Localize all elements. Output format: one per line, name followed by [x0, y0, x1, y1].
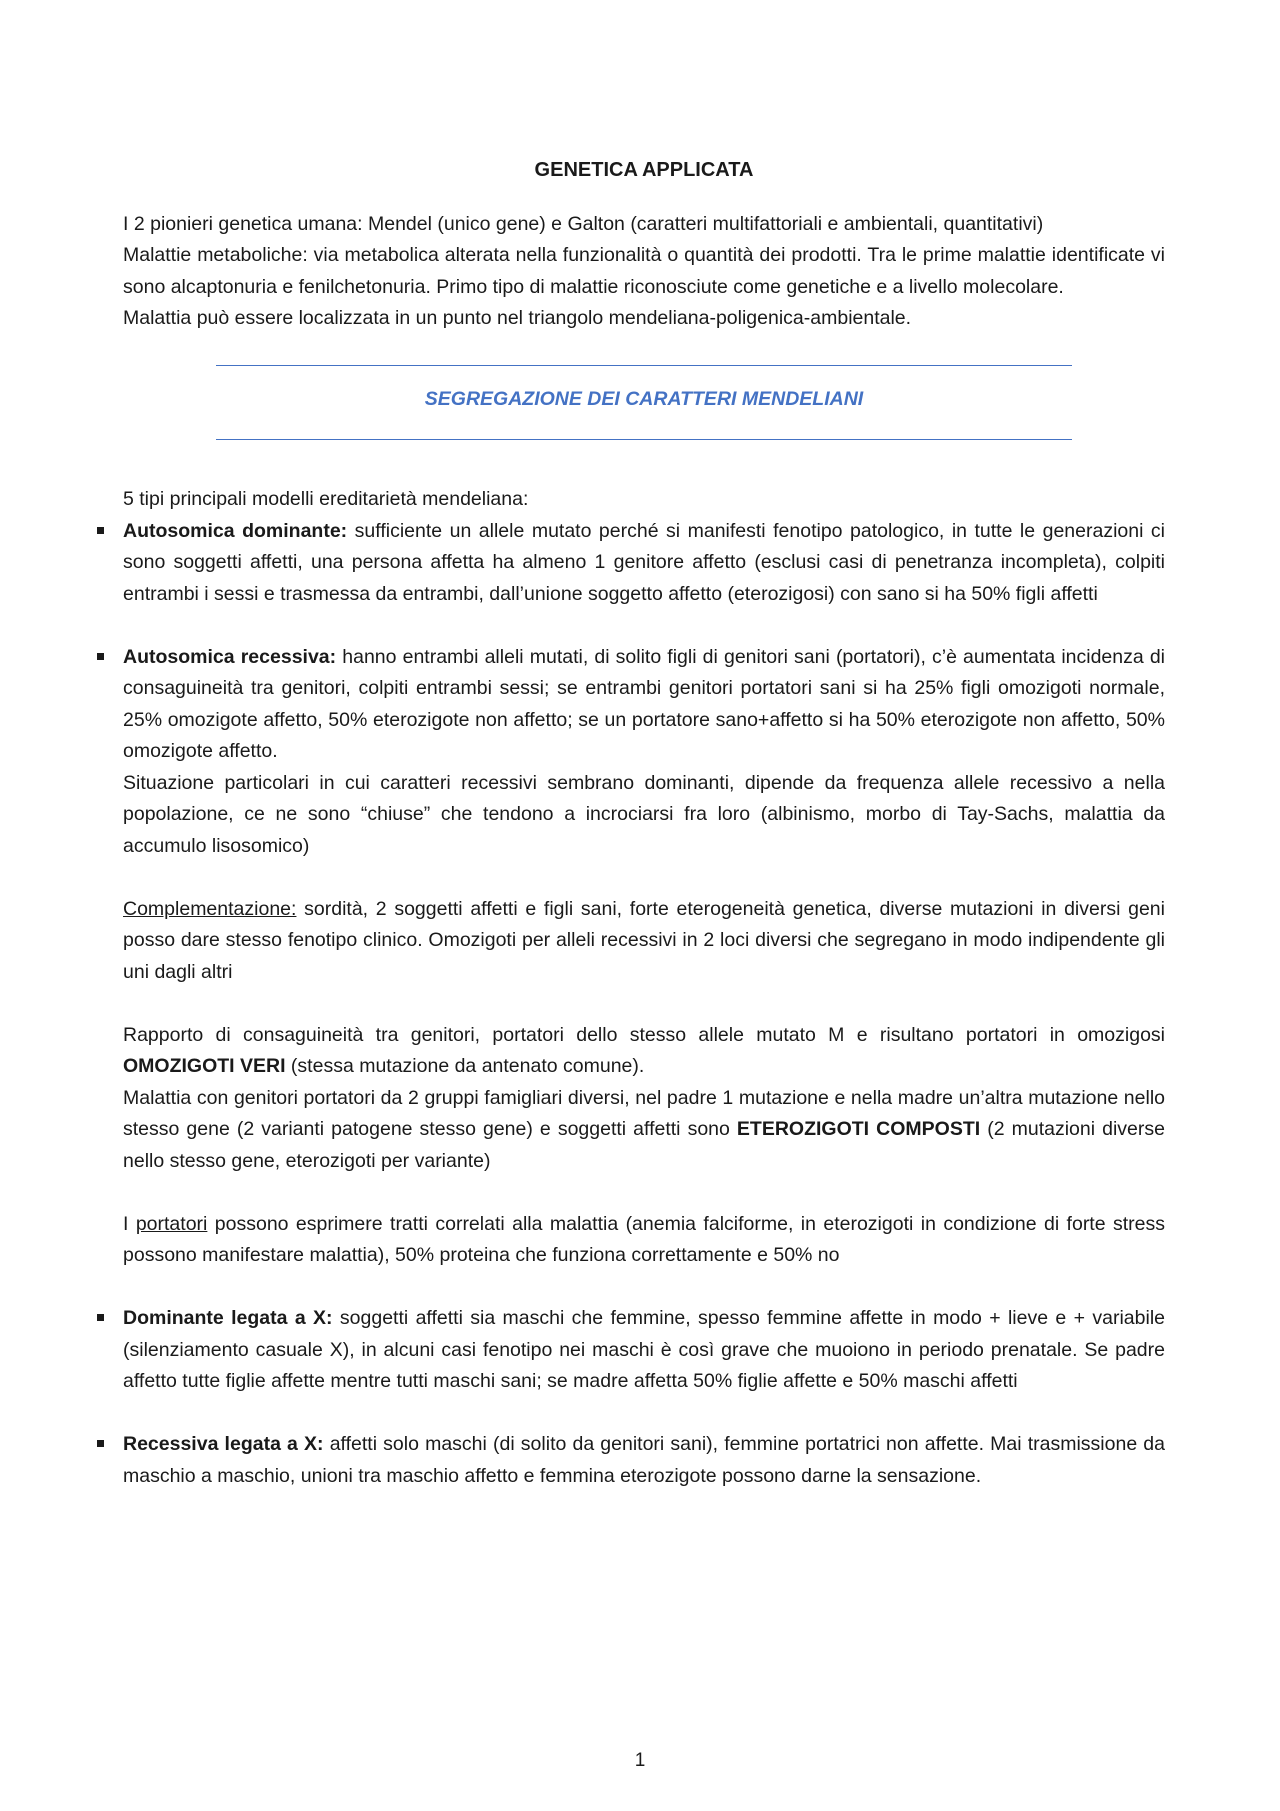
bullet-dominante-x	[123, 1303, 1165, 1398]
intro-paragraph-triangle: Malattia può essere localizzata in un punto nel triangolo mendeliana-poligenica-ambientale.	[123, 307, 912, 329]
section-rule-top	[216, 365, 1072, 366]
bullet-label: Dominante legata a X:	[123, 1307, 333, 1329]
complementazione-paragraph	[123, 894, 1165, 989]
square-bullet-icon	[97, 1440, 104, 1447]
bullet-recessiva-x	[123, 1429, 1165, 1492]
eterozigoti-composti-term: ETEROZIGOTI COMPOSTI	[736, 1118, 981, 1140]
eterozigoti-text: Malattia con genitori portatori da 2 gruppi famigliari diversi, nel padre 1 mutazione e nella madre un’altra mutazione nello stesso gene (2 varianti patogene stesso gene) e soggetti affetti sono	[123, 1086, 1165, 1140]
intro-paragraph-pioneers: I 2 pionieri genetica umana: Mendel (unico gene) e Galton (caratteri multifattoriali e ambientali, quantitativi)	[123, 212, 1044, 235]
bullet-text: hanno entrambi alleli mutati, di solito figli di genitori sani (portatori), c’è aumentata incidenza di consaguineità tra genitori, colpiti entrambi sessi; se entrambi genitori portatori sani si ha 25% figli omozigoti normale, 25% omozigote affetto, 50% eterozigote non affetto; se un portatore sano+affetto si ha 50% eterozigote non affetto, 50% omozigote affetto.	[123, 645, 1166, 762]
bullet-label: Autosomica recessiva:	[123, 645, 337, 668]
intro-paragraph-metabolic: Malattie metaboliche: via metabolica alterata nella funzionalità o quantità dei prodotti. Tra le prime malattie identificate vi sono alcaptonuria e fenilchetonuria. Primo tipo di malattie riconosciute come genetiche e a livello molecolare.	[123, 244, 1165, 298]
section-rule-bottom	[216, 439, 1072, 440]
bullet-text: soggetti affetti sia maschi che femmine, spesso femmine affette in modo + lieve e + variabile (silenziamento casuale X), in alcuni casi fenotipo nei maschi è così grave che muoiono in periodo prenatale. Se padre affetto tutte figlie affette mentre tutti maschi sani; se madre affetta 50% figlie affette e 50% maschi affetti	[123, 1307, 1165, 1392]
document-title: GENETICA APPLICATA	[534, 159, 754, 181]
eterozigoti-text-end: (2 mutazioni diverse nello stesso gene, eterozigoti per variante)	[123, 1118, 1165, 1172]
consanguineita-paragraph	[123, 1020, 1165, 1083]
bullet-text: affetti solo maschi (di solito da genitori sani), femmine portatrici non affette. Mai trasmissione da maschio a maschio, unioni tra maschio affetto e femmina eterozigote possono darne la sensazione.	[123, 1433, 1165, 1487]
bullet-label: Recessiva legata a X:	[123, 1433, 324, 1455]
square-bullet-icon	[97, 527, 104, 534]
recessive-dominant-paragraph: Situazione particolari in cui caratteri recessivi sembrano dominanti, dipende da frequenza allele recessivo a nella popolazione, ce ne sono “chiuse” che tendono a incrociarsi fra loro (albinismo, morbo di Tay-Sachs, malattia da accumulo lisosomico)	[123, 771, 1165, 857]
consanguineita-text: Rapporto di consaguineità tra genitori, portatori dello stesso allele mutato M e risultano portatori in omozigosi	[123, 1023, 1165, 1046]
bullet-label: Autosomica dominante:	[123, 519, 348, 542]
portatori-term: portatori	[135, 1212, 208, 1235]
complementazione-text: sordità, 2 soggetti affetti e figli sani, forte eterogeneità genetica, diverse mutazioni in diversi geni posso dare stesso fenotipo clinico. Omozigoti per alleli recessivi in 2 loci diversi che segregano in modo indipendente gli uni dagli altri	[123, 897, 1165, 983]
portatori-paragraph	[123, 1209, 1165, 1272]
document-page	[123, 155, 1165, 1492]
portatori-text-start: I	[123, 1212, 136, 1235]
eterozigoti-paragraph	[123, 1083, 1165, 1178]
portatori-text: possono esprimere tratti correlati alla malattia (anemia falciforme, in eterozigoti in condizione di forte stress possono manifestare malattia), 50% proteina che funziona correttamente e 50% no	[123, 1212, 1165, 1266]
models-intro: 5 tipi principali modelli ereditarietà mendeliana:	[123, 488, 529, 510]
consanguineita-text-end: (stessa mutazione da antenato comune).	[285, 1055, 645, 1077]
square-bullet-icon	[97, 1314, 104, 1321]
omozigoti-veri-term: OMOZIGOTI VERI	[123, 1055, 286, 1077]
bullet-text: sufficiente un allele mutato perché si manifesti fenotipo patologico, in tutte le generazioni ci sono soggetti affetti, una persona affetta ha almeno 1 genitore affetto (esclusi casi di penetranza incompleta), colpiti entrambi i sessi e trasmessa da entrambi, dall’unione soggetto affetto (eterozigosi) con sano si ha 50% figli affetti	[123, 519, 1166, 605]
bullet-autosomica-dominante	[123, 516, 1165, 611]
page-number: 1	[634, 1750, 646, 1771]
square-bullet-icon	[97, 653, 104, 660]
section-heading-block	[123, 365, 1165, 441]
complementazione-label: Complementazione:	[123, 897, 297, 920]
bullet-autosomica-recessiva	[123, 642, 1165, 768]
section-heading: SEGREGAZIONE DEI CARATTERI MENDELIANI	[424, 387, 864, 410]
